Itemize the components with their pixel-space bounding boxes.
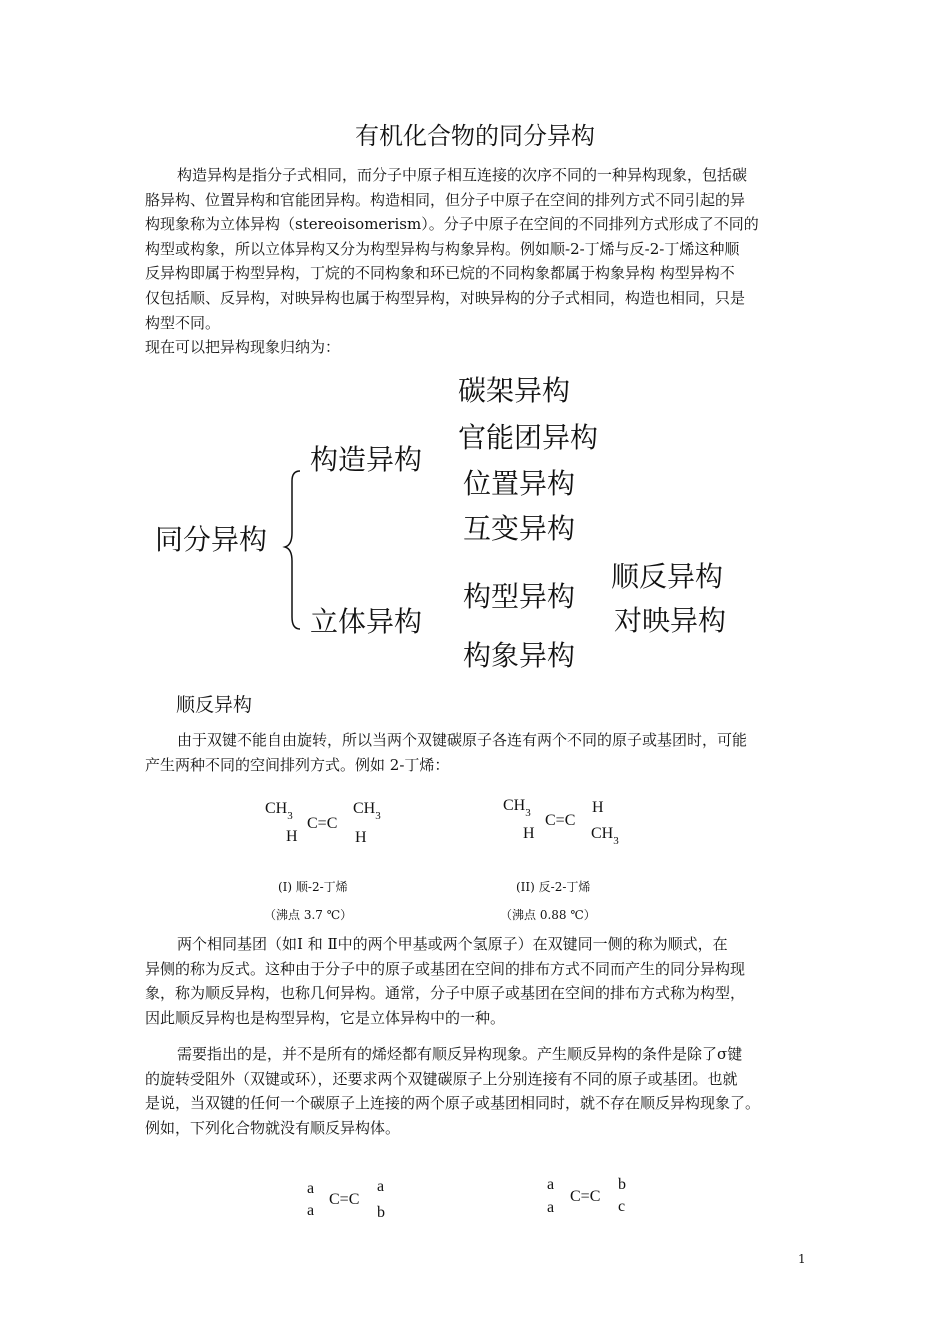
diagram-stereo: 立体异构	[310, 605, 423, 638]
diagram-configurational: 构型异构	[463, 580, 576, 613]
molecule-bond: C=C	[307, 815, 338, 832]
molecule-bottom-left: H	[523, 825, 535, 842]
diagram-tautomer: 互变异构	[463, 512, 576, 545]
diagram-enantiomer: 对映异构	[614, 604, 727, 637]
paragraph-line: 需要指出的是，并不是所有的烯烃都有顺反异构现象。产生顺反异构的条件是除了σ键	[177, 1045, 743, 1063]
diagram-position: 位置异构	[463, 467, 576, 500]
intro-line: 构型或构象，所以立体异构又分为构型异构与构象异构。例如顺-2-丁烯与反-2-丁烯这种顺	[145, 239, 740, 258]
example-bottom-right: c	[618, 1198, 626, 1215]
example-top-right: b	[618, 1176, 626, 1193]
paragraph-line: 产生两种不同的空间排列方式。例如 2-丁烯：	[145, 755, 450, 774]
paragraph-line: 是说，当双键的任何一个碳原子上连接的两个原子或基团相同时，就不存在顺反异构现象了。	[145, 1094, 761, 1113]
paragraph-line: 象，称为顺反异构，也称几何异构。通常，分子中原子或基团在空间的排布方式称为构型，	[145, 984, 746, 1003]
example-bond: C=C	[570, 1188, 601, 1205]
intro-paragraph	[145, 163, 810, 360]
molecule-top-left: $CH_3$	[503, 797, 531, 819]
paragraph-line: 异侧的称为反式。这种由于分子中的原子或基团在空间的排布方式不同而产生的同分异构现	[145, 959, 746, 978]
example-top-right: a	[377, 1178, 385, 1195]
example-bottom-left: a	[307, 1202, 315, 1219]
intro-line: 反异构即属于构型异构，丁烷的不同构象和环已烷的不同构象都属于构象异构 构型异构不	[145, 264, 735, 283]
intro-line: 构型不同。	[145, 313, 221, 332]
curly-brace-icon	[280, 465, 304, 635]
molecule-boiling-point: （沸点 0.88 ℃）	[500, 908, 596, 922]
paragraph-line: 的旋转受阻外（双键或环），还要求两个双键碳原子上分别连接有不同的原子或基团。也就	[145, 1069, 738, 1088]
molecule-bottom-right: $CH_3$	[591, 825, 619, 847]
paragraph-line: 例如，下列化合物就没有顺反异构体。	[145, 1118, 401, 1137]
example-top-left: a	[547, 1176, 555, 1193]
intro-line: 构造异构是指分子式相同，而分子中原子相互连接的次序不同的一种异构现象，包括碳	[177, 166, 748, 184]
molecule-boiling-point: （沸点 3.7 ℃）	[264, 908, 353, 922]
summary-line: 现在可以把异构现象归纳为：	[145, 338, 341, 357]
molecule-bottom-left: H	[286, 828, 298, 845]
paragraph-line: 因此顺反异构也是构型异构，它是立体异构中的一种。	[145, 1008, 506, 1027]
molecule-top-right: $CH_3$	[353, 800, 381, 822]
diagram-conformational: 构象异构	[463, 639, 576, 672]
molecule-bond: C=C	[545, 812, 576, 829]
molecule-caption: (II) 反-2-丁烯	[516, 880, 591, 894]
molecule-top-right: H	[592, 799, 604, 816]
intro-line: 构现象称为立体异构（stereoisomerism）。分子中原子在空间的不同排列方式形成了不同的	[145, 215, 759, 234]
page-number: 1	[798, 1252, 806, 1266]
diagram-cis-trans: 顺反异构	[611, 560, 724, 593]
diagram-functional-group: 官能团异构	[458, 421, 599, 454]
page-title: 有机化合物的同分异构	[355, 122, 595, 150]
example-bottom-right: b	[377, 1204, 385, 1221]
molecule-caption: (I) 顺-2-丁烯	[278, 880, 348, 894]
example-bottom-left: a	[547, 1199, 555, 1216]
paragraph-line: 由于双键不能自由旋转，所以当两个双键碳原子各连有两个不同的原子或基团时，可能	[177, 731, 748, 749]
molecule-top-left: $CH_3$	[265, 800, 293, 822]
section-paragraph-3	[145, 1042, 810, 1140]
diagram-root: 同分异构	[155, 523, 268, 556]
diagram-carbon-skeleton: 碳架异构	[458, 374, 571, 407]
section-paragraph-1	[145, 728, 810, 777]
section-paragraph-2	[145, 932, 810, 1030]
section-heading: 顺反异构	[176, 694, 253, 716]
intro-line: 仅包括顺、反异构，对映异构也属于构型异构，对映异构的分子式相同，构造也相同，只是	[145, 288, 746, 307]
intro-line: 胳异构、位置异构和官能团异构。构造相同，但分子中原子在空间的排列方式不同引起的异	[145, 190, 746, 209]
diagram-constitutional: 构造异构	[310, 443, 423, 476]
molecule-bottom-right: H	[355, 829, 367, 846]
paragraph-line: 两个相同基团（如Ⅰ 和 Ⅱ中的两个甲基或两个氢原子）在双键同一侧的称为顺式，在	[177, 935, 728, 953]
example-top-left: a	[307, 1180, 315, 1197]
example-bond: C=C	[329, 1191, 360, 1208]
